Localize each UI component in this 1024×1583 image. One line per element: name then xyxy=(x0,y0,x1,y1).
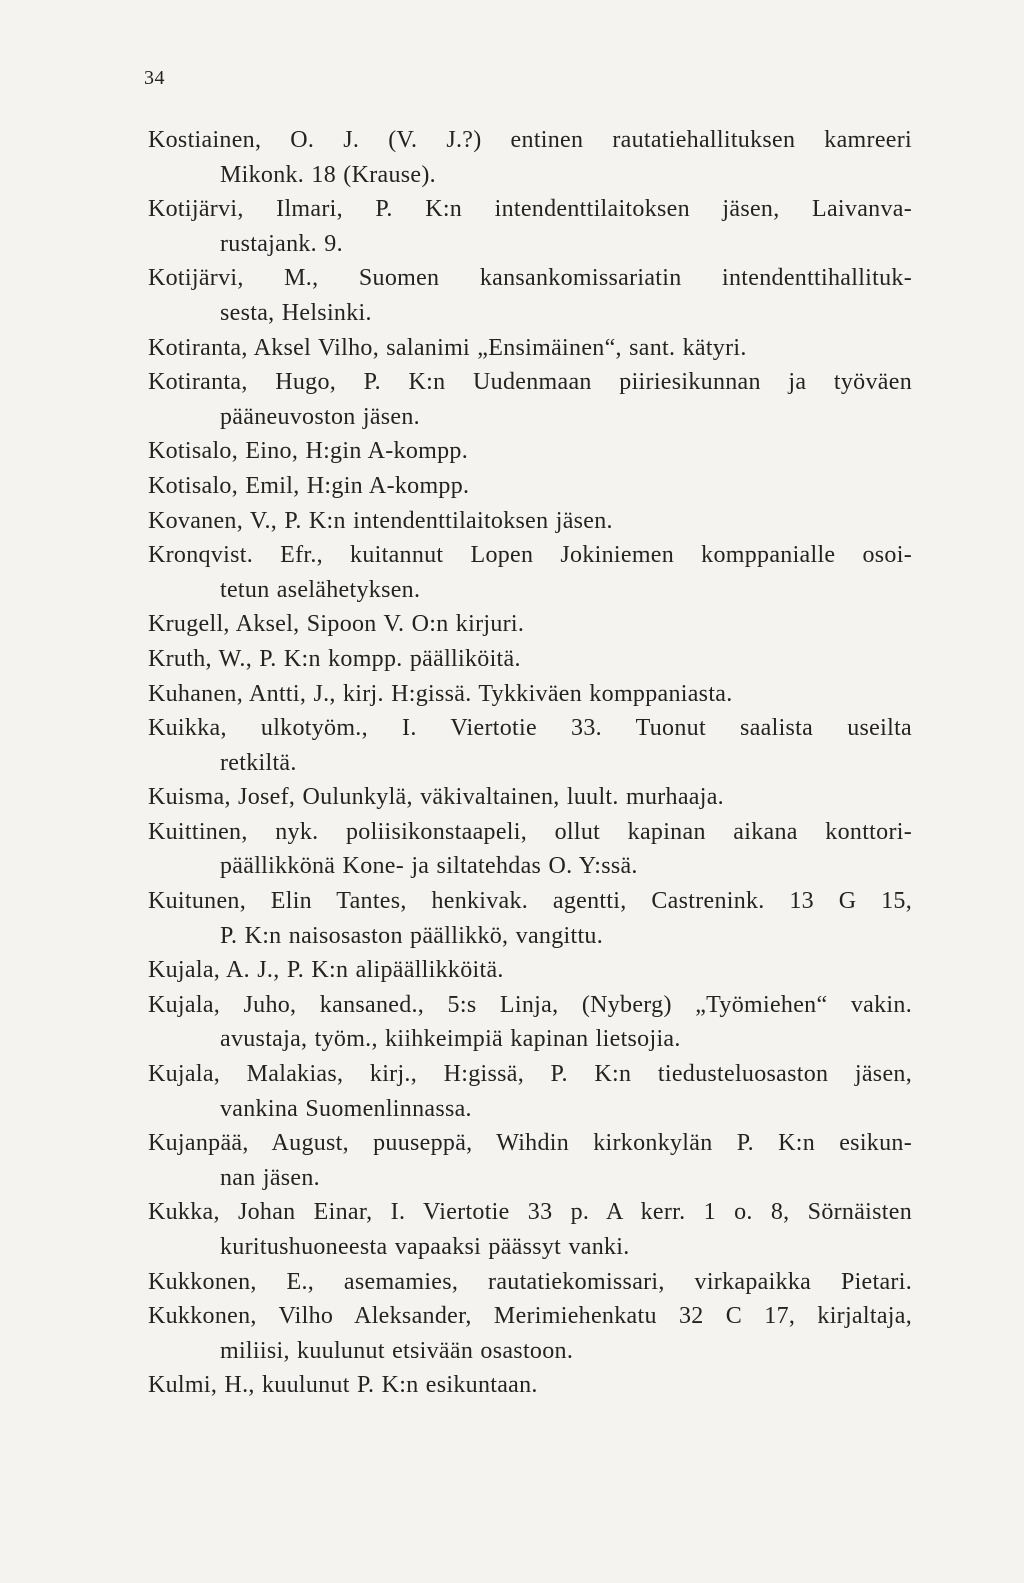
entry-continuation: sesta, Helsinki. xyxy=(220,299,372,326)
entry-continuation: pääneuvoston jäsen. xyxy=(220,403,420,430)
entry-continuation: retkiltä. xyxy=(220,749,297,776)
index-entry xyxy=(148,192,912,261)
entry-continuation: nan jäsen. xyxy=(220,1164,320,1191)
index-entry xyxy=(148,331,912,366)
index-entry xyxy=(148,607,912,642)
index-entry xyxy=(148,1265,912,1300)
entry-continuation: rustajank. 9. xyxy=(220,230,343,257)
index-entry xyxy=(148,261,912,330)
index-entry xyxy=(148,884,912,953)
index-entry xyxy=(148,953,912,988)
entry-continuation: Mikonk. 18 (Krause). xyxy=(220,161,436,188)
entry-line: Kotiranta, Hugo, P. K:n Uudenmaan piiriesikunnan ja työväen xyxy=(148,369,912,396)
entry-line: Kotijärvi, Ilmari, P. K:n intendenttilaitoksen jäsen, Laivanva- xyxy=(148,196,912,223)
entry-continuation: avustaja, työm., kiihkeimpiä kapinan lietsojia. xyxy=(220,1026,681,1053)
entry-line: Kuisma, Josef, Oulunkylä, väkivaltainen, luult. murhaaja. xyxy=(148,784,724,811)
index-entry xyxy=(148,123,912,192)
index-list xyxy=(148,123,912,1403)
index-entry xyxy=(148,1195,912,1264)
entry-line: Kotijärvi, M., Suomen kansankomissariatin intendenttihallituk- xyxy=(148,265,912,292)
entry-line: Kuittinen, nyk. poliisikonstaapeli, ollut kapinan aikana konttori- xyxy=(148,818,912,845)
index-entry xyxy=(148,711,912,780)
index-entry xyxy=(148,1299,912,1368)
index-entry xyxy=(148,780,912,815)
index-entry xyxy=(148,538,912,607)
entry-line: Kronqvist. Efr., kuitannut Lopen Jokiniemen komppanialle osoi- xyxy=(148,542,912,569)
entry-line: Kruth, W., P. K:n kompp. päälliköitä. xyxy=(148,645,521,672)
index-entry xyxy=(148,365,912,434)
index-entry xyxy=(148,504,912,539)
index-entry xyxy=(148,677,912,712)
entry-line: Kuitunen, Elin Tantes, henkivak. agentti, Castrenink. 13 G 15, xyxy=(148,888,912,915)
entry-line: Kovanen, V., P. K:n intendenttilaitoksen jäsen. xyxy=(148,507,613,534)
entry-line: Kukka, Johan Einar, I. Viertotie 33 p. A kerr. 1 o. 8, Sörnäisten xyxy=(148,1199,912,1226)
entry-continuation: tetun aselähetyksen. xyxy=(220,576,421,603)
entry-line: Kotiranta, Aksel Vilho, salanimi „Ensimäinen“, sant. kätyri. xyxy=(148,334,747,361)
index-entry xyxy=(148,642,912,677)
entry-line: Kujala, Malakias, kirj., H:gissä, P. K:n tiedusteluosaston jäsen, xyxy=(148,1061,912,1088)
entry-line: Kotisalo, Eino, H:gin A-kompp. xyxy=(148,438,468,465)
entry-continuation: kuritushuoneesta vapaaksi päässyt vanki. xyxy=(220,1234,630,1260)
entry-line: Kostiainen, O. J. (V. J.?) entinen rautatiehallituksen kamreeri xyxy=(148,127,912,153)
entry-line: Kujala, A. J., P. K:n alipäällikköitä. xyxy=(148,957,504,984)
entry-continuation: P. K:n naisosaston päällikkö, vangittu. xyxy=(220,922,604,949)
index-entry xyxy=(148,434,912,469)
entry-continuation: päällikkönä Kone- ja siltatehdas O. Y:ssä. xyxy=(220,853,638,880)
entry-line: Kujala, Juho, kansaned., 5:s Linja, (Nyberg) „Työmiehen“ vakin. xyxy=(148,991,912,1018)
index-entry xyxy=(148,1368,912,1403)
entry-line: Kotisalo, Emil, H:gin A-kompp. xyxy=(148,472,470,499)
index-entry xyxy=(148,1126,912,1195)
entry-line: Kuikka, ulkotyöm., I. Viertotie 33. Tuonut saalista useilta xyxy=(148,715,912,742)
entry-continuation: vankina Suomenlinnassa. xyxy=(220,1095,472,1122)
entry-line: Kujanpää, August, puuseppä, Wihdin kirkonkylän P. K:n esikun- xyxy=(148,1130,912,1157)
entry-continuation: miliisi, kuulunut etsivään osastoon. xyxy=(220,1337,574,1364)
entry-line: Kulmi, H., kuulunut P. K:n esikuntaan. xyxy=(148,1372,538,1399)
index-entry xyxy=(148,1057,912,1126)
index-entry xyxy=(148,988,912,1057)
entry-line: Kukkonen, E., asemamies, rautatiekomissari, virkapaikka Pietari. xyxy=(148,1268,912,1295)
entry-line: Kukkonen, Vilho Aleksander, Merimiehenkatu 32 C 17, kirjaltaja, xyxy=(148,1303,912,1330)
entry-line: Krugell, Aksel, Sipoon V. O:n kirjuri. xyxy=(148,611,525,638)
index-entry xyxy=(148,469,912,504)
index-entry xyxy=(148,815,912,884)
page-number: 34 xyxy=(144,67,165,89)
entry-line: Kuhanen, Antti, J., kirj. H:gissä. Tykkiväen komppaniasta. xyxy=(148,680,733,707)
